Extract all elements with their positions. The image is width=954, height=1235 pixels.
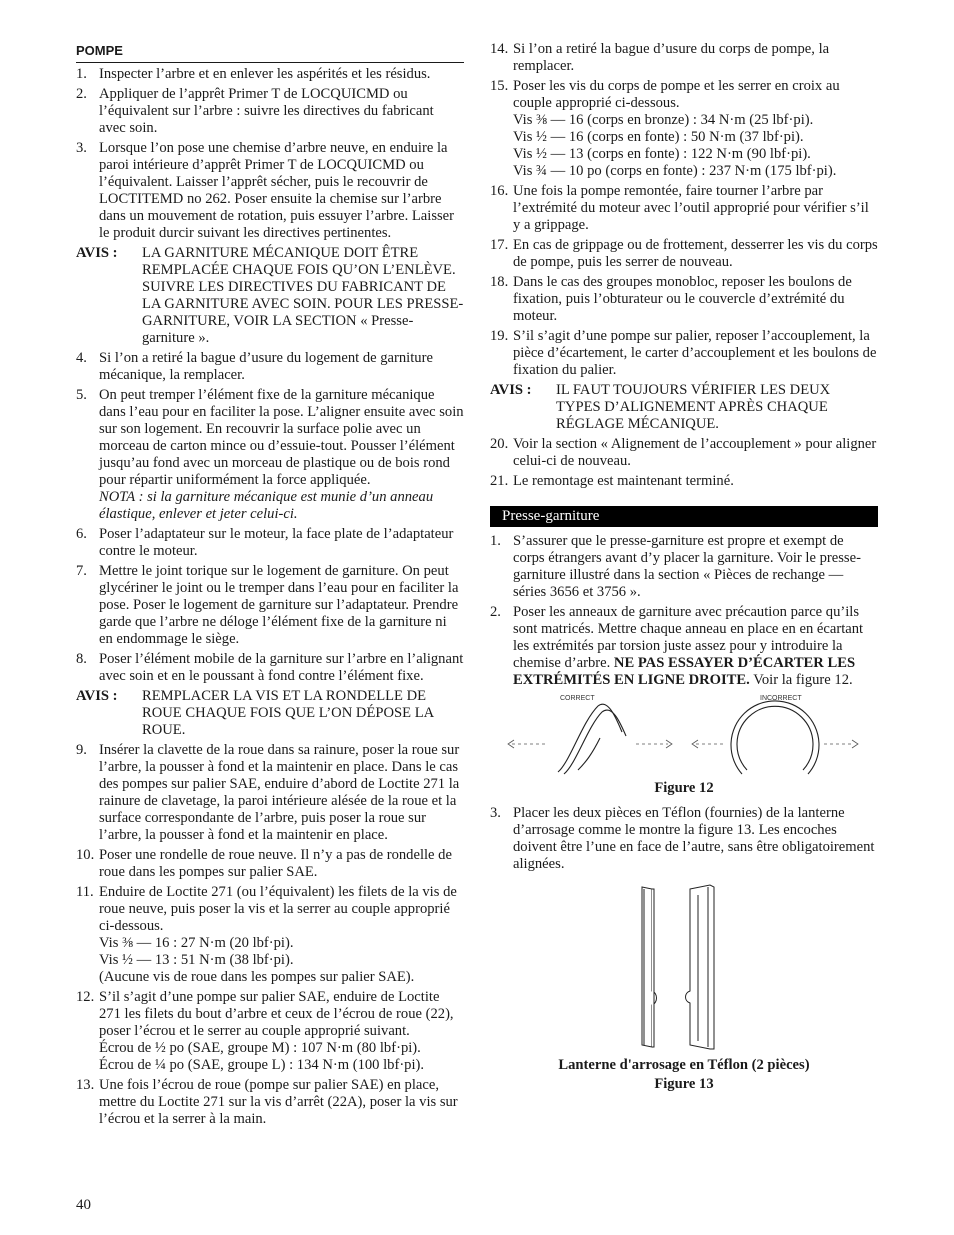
nota-text: NOTA : si la garniture mécanique est munie d’un anneau élastique, enlever et jeter celui-ci.: [99, 489, 434, 522]
list-item: [490, 328, 878, 379]
list-item: [490, 41, 878, 75]
list-item: [76, 1077, 464, 1128]
item-text: On peut tremper l’élément fixe de la garniture mécanique dans l’eau pour en faciliter la pose. L’aligner ensuite avec soin sur son logement. En recouvrir la surface polie avec un morceau de carton mince ou d’essuie-tout. Pousser l’élément jusqu’au fond avec un morceau de plastique ou de bois rond pour répartir uniformément la force appliquée.: [99, 387, 464, 488]
notice-block: [76, 245, 464, 347]
list-item: [76, 989, 464, 1074]
list-item: [76, 651, 464, 685]
item-number: 2.: [76, 86, 87, 102]
item-number: 1.: [76, 66, 87, 82]
item-number: 6.: [76, 526, 87, 542]
list-item: [76, 563, 464, 648]
item-number: 20.: [490, 436, 509, 452]
steps-list-7: [490, 805, 878, 873]
list-item: [76, 847, 464, 881]
item-number: 9.: [76, 742, 87, 758]
notice-text: IL FAUT TOUJOURS VÉRIFIER LES DEUX TYPES D’ALIGNEMENT APRÈS CHAQUE RÉGLAGE MÉCANIQUE.: [556, 382, 831, 432]
item-text: S’il s’agit d’une pompe sur palier SAE, enduire de Loctite 271 les filets du bout d’arbre et ceux de l’écrou de roue (22), poser l’écrou et le serrer au couple approprié suivant.: [99, 989, 454, 1039]
list-item: [76, 66, 464, 83]
item-number: 17.: [490, 237, 509, 253]
item-text: Insérer la clavette de la roue dans sa rainure, poser la roue sur l’arbre, la pousser à fond et la maintenir en place. Dans le cas des pompes sur palier SAE, enduire d’abord de Loctite 271 la rainure de clavetage, la paroi intérieure alésée de la roue et la surface correspondante de l’arbre, puis poser la roue sur l’arbre, la pousser à fond et la maintenir en place.: [99, 742, 460, 843]
list-item: [76, 350, 464, 384]
item-number: 3.: [490, 805, 501, 821]
item-text: Si l’on a retiré la bague d’usure du corps de pompe, la remplacer.: [513, 41, 830, 74]
list-item: [490, 78, 878, 180]
list-item: [76, 742, 464, 844]
list-item: [76, 884, 464, 986]
notice-text: REMPLACER LA VIS ET LA RONDELLE DE ROUE CHAQUE FOIS QUE L’ON DÉPOSE LA ROUE.: [142, 688, 434, 738]
torque-line: Vis ¾ — 10 po (corps en fonte) : 237 N·m (175 lbf·pi).: [513, 163, 837, 179]
notice-block: [76, 688, 464, 739]
figure-13-lantern-ring-illustration: [614, 881, 754, 1051]
list-item: [76, 86, 464, 137]
steps-list-3: [76, 742, 464, 1128]
item-text: Placer les deux pièces en Téflon (fournies) de la lanterne d’arrosage comme le montre la figure 13. Les encoches doivent être l’une en face de l’autre, sans être obligatoirement alignées.: [513, 805, 875, 872]
list-item: [490, 237, 878, 271]
notice-block: [490, 382, 878, 433]
steps-list-6: [490, 533, 878, 689]
item-number: 10.: [76, 847, 95, 863]
figure-12-packing-ring-illustration: [490, 692, 878, 778]
item-text: Appliquer de l’apprêt Primer T de LOCQUICMD ou l’équivalent sur l’arbre : suivre les directives du fabricant avec soin.: [99, 86, 434, 136]
list-item: [490, 274, 878, 325]
torque-line: Vis ⅜ — 16 (corps en bronze) : 34 N·m (25 lbf·pi).: [513, 112, 814, 128]
lantern-ring-piece-left: [642, 887, 657, 1047]
item-text: Poser les anneaux de garniture avec précaution parce qu’ils sont matricés. Mettre chaque anneau en place en en écartant les extrémités par torsion juste assez pour y introduire la chemise d’arbre.: [513, 604, 864, 671]
list-item: [490, 436, 878, 470]
list-item: [490, 473, 878, 490]
left-column: [76, 38, 464, 1131]
item-number: 18.: [490, 274, 509, 290]
list-item: [490, 183, 878, 234]
warning-text: NE PAS ESSAYER D’ÉCARTER LES EXTRÉMITÉS EN LIGNE DROITE.: [513, 655, 856, 688]
figure-13-caption: Figure 13: [654, 1076, 714, 1092]
item-number: 7.: [76, 563, 87, 579]
notice-label: AVIS :: [76, 688, 118, 704]
list-item: [76, 526, 464, 560]
torque-line: Vis ½ — 13 : 51 N·m (38 lbf·pi).: [99, 952, 294, 968]
item-number: 3.: [76, 140, 87, 156]
item-number: 11.: [76, 884, 94, 900]
steps-list-1: [76, 66, 464, 242]
notice-label: AVIS :: [76, 245, 118, 261]
list-item: [76, 140, 464, 242]
item-text: Si l’on a retiré la bague d’usure du logement de garniture mécanique, la remplacer.: [99, 350, 433, 383]
item-number: 15.: [490, 78, 509, 94]
item-number: 14.: [490, 41, 509, 57]
list-item: [490, 533, 878, 601]
item-number: 19.: [490, 328, 509, 344]
figure-13-caption-title: Lanterne d'arrosage en Téflon (2 pièces): [558, 1057, 810, 1073]
list-item: [76, 387, 464, 523]
correct-twisted-ring: [558, 704, 626, 774]
item-text: Une fois l’écrou de roue (pompe sur palier SAE) en place, mettre du Loctite 271 sur la vis d’arrêt (22A), poser la vis sur l’écrou et la serrer à la main.: [99, 1077, 458, 1127]
arrow-right-icon: [852, 740, 858, 748]
torque-line: (Aucune vis de roue dans les pompes sur palier SAE).: [99, 969, 415, 985]
torque-line: Écrou de ¼ po (SAE, groupe L) : 134 N·m (100 lbf·pi).: [99, 1057, 425, 1073]
notice-label: AVIS :: [490, 382, 532, 398]
item-text: En cas de grippage ou de frottement, desserrer les vis du corps de pompe, puis les serrer de nouveau.: [513, 237, 878, 270]
item-text: Poser l’adaptateur sur le moteur, la face plate de l’adaptateur contre le moteur.: [99, 526, 454, 559]
item-text: Enduire de Loctite 271 (ou l’équivalent) les filets de la vis de roue neuve, puis poser la vis et la serrer au couple approprié ci-dessous.: [99, 884, 457, 934]
notice-text: LA GARNITURE MÉCANIQUE DOIT ÊTRE REMPLACÉE CHAQUE FOIS QU’ON L’ENLÈVE. SUIVRE LES DIRECTIVES DU FABRICANT DE LA GARNITURE AVEC SOIN. POUR LES PRESSE-GARNITURE, VOIR LA SECTION « Presse-garniture ».: [142, 245, 464, 346]
page-number: 40: [76, 1197, 91, 1213]
item-number: 1.: [490, 533, 501, 549]
item-number: 5.: [76, 387, 87, 403]
figure-12-caption: Figure 12: [654, 780, 714, 796]
item-text: Inspecter l’arbre et en enlever les aspérités et les résidus.: [99, 66, 431, 82]
item-text: Poser l’élément mobile de la garniture sur l’arbre en l’alignant avec soin et en le poussant à fond contre l’élément fixe.: [99, 651, 464, 684]
torque-line: Vis ½ — 16 (corps en fonte) : 50 N·m (37 lbf·pi).: [513, 129, 804, 145]
label-incorrect: INCORRECT: [760, 695, 802, 702]
steps-list-5: [490, 436, 878, 490]
label-correct: CORRECT: [560, 695, 595, 702]
item-number: 21.: [490, 473, 509, 489]
section-heading-pompe: POMPE: [76, 42, 464, 63]
item-text: Une fois la pompe remontée, faire tourner l’arbre par l’extrémité du moteur avec l’outil approprié pour vérifier s’il y a grippage.: [513, 183, 869, 233]
steps-list-2: [76, 350, 464, 685]
incorrect-open-ring: [731, 701, 819, 774]
item-text: Le remontage est maintenant terminé.: [513, 473, 734, 489]
lantern-ring-piece-right: [686, 885, 715, 1049]
right-column: [490, 38, 878, 1093]
list-item: [490, 805, 878, 873]
item-text: Lorsque l’on pose une chemise d’arbre neuve, en enduire la paroi intérieure d’apprêt Primer T de LOCQUICMD ou l’équivalent. Laisser l’apprêt sécher, puis le recouvrir de LOCTITEMD no 262. Poser ensuite la chemise sur l’arbre dans un mouvement de rotation, puis essuyer l’arbre. Laisser le produit durcir suivant les directives pertinentes.: [99, 140, 455, 241]
list-item: [490, 604, 878, 689]
section-bar-presse-garniture: Presse-garniture: [490, 506, 878, 527]
figure-reference: Voir la figure 12.: [753, 672, 853, 688]
item-number: 4.: [76, 350, 87, 366]
item-text: Poser une rondelle de roue neuve. Il n’y a pas de rondelle de roue dans les pompes sur palier SAE.: [99, 847, 452, 880]
torque-line: Vis ⅜ — 16 : 27 N·m (20 lbf·pi).: [99, 935, 294, 951]
item-number: 16.: [490, 183, 509, 199]
item-text: Poser les vis du corps de pompe et les serrer en croix au couple approprié ci-dessous.: [513, 78, 840, 111]
steps-list-4: [490, 41, 878, 379]
item-text: Dans le cas des groupes monobloc, reposer les boulons de fixation, puis l’obturateur ou le couvercle d’extrémité du moteur.: [513, 274, 852, 324]
item-number: 12.: [76, 989, 95, 1005]
item-text: Voir la section « Alignement de l’accouplement » pour aligner celui-ci de nouveau.: [513, 436, 877, 469]
item-number: 13.: [76, 1077, 95, 1093]
item-text: S’il s’agit d’une pompe sur palier, reposer l’accouplement, la pièce d’écartement, le carter d’accouplement et les boulons de fixation du palier.: [513, 328, 877, 378]
torque-line: Vis ½ — 13 (corps en fonte) : 122 N·m (90 lbf·pi).: [513, 146, 811, 162]
item-number: 8.: [76, 651, 87, 667]
item-number: 2.: [490, 604, 501, 620]
torque-line: Écrou de ½ po (SAE, groupe M) : 107 N·m (80 lbf·pi).: [99, 1040, 421, 1056]
item-text: Mettre le joint torique sur le logement de garniture. On peut glycériner le joint ou le tremper dans l’eau pour en faciliter la pose. Poser le logement de garniture sur l’adaptateur. Prendre garde que l’arbre ne déloge l’élément fixe de la garniture ni en endommage le siège.: [99, 563, 459, 647]
item-text: S’assurer que le presse-garniture est propre et exempt de corps étrangers avant d’y placer la garniture. Voir le presse-garniture illustré dans la section « Pièces de rechange — séries 3656 et 3756 ».: [513, 533, 861, 600]
